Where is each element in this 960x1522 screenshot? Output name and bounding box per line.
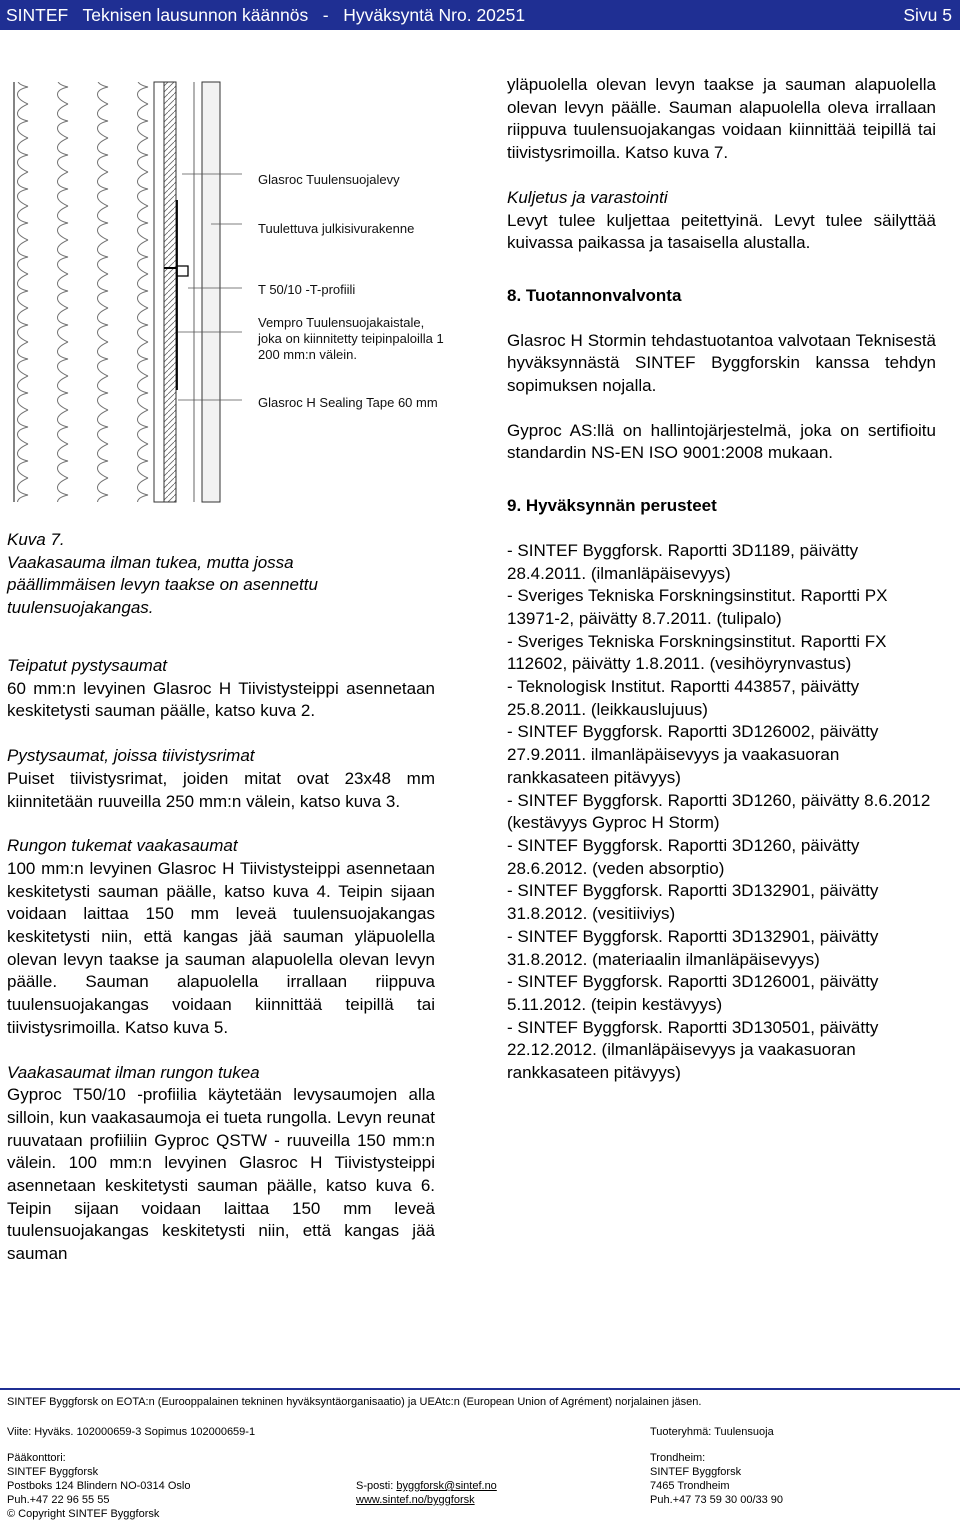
website-link[interactable]: www.sintef.no/byggforsk bbox=[356, 1494, 475, 1506]
footer-divider bbox=[0, 1388, 960, 1390]
figure-caption bbox=[7, 529, 407, 619]
section-text: Puiset tiivistysrimat, joiden mitat ovat 23x48 mm kiinnitetään ruuveilla 250 mm:n välein, katso kuva 3. bbox=[7, 768, 435, 811]
reference-item: - SINTEF Byggforsk. Raportti 3D130501, päivätty 22.12.2012. (ilmanläpäisevyys ja vaakasuoran rankkasateen pitävyys) bbox=[507, 1017, 879, 1083]
footer-reference: Viite: Hyväks. 102000659-3 Sopimus 102000659-1 bbox=[7, 1426, 256, 1438]
reference-item: - Sveriges Tekniska Forskningsinstitut. Raportti FX 112602, päivätty 1.8.2011. (vesihöyrynvastus) bbox=[507, 631, 887, 674]
reference-item: - SINTEF Byggforsk. Raportti 3D1260, päivätty 28.6.2012. (veden absorptio) bbox=[507, 835, 860, 878]
label-facade: Tuulettuva julkisivurakenne bbox=[258, 221, 415, 236]
hq-phone: Puh.+47 22 96 55 55 bbox=[7, 1494, 110, 1506]
email-line bbox=[356, 1480, 497, 1494]
reference-item: - SINTEF Byggforsk. Raportti 3D132901, päivätty 31.8.2012. (materiaalin ilmanläpäisevyys) bbox=[507, 926, 879, 969]
hq-address: Postboks 124 Blindern NO-0314 Oslo bbox=[7, 1480, 191, 1492]
email-link[interactable]: byggforsk@sintef.no bbox=[396, 1480, 497, 1492]
hq-name: SINTEF Byggforsk bbox=[7, 1466, 99, 1478]
caption-line-3: tuulensuojakangas. bbox=[7, 597, 154, 617]
section-title: Kuljetus ja varastointi bbox=[507, 187, 668, 207]
reference-item: - SINTEF Byggforsk. Raportti 3D132901, päivätty 31.8.2012. (vesitiiviys) bbox=[507, 881, 879, 924]
footer-eota: SINTEF Byggforsk on EOTA:n (Eurooppalainen tekninen hyväksyntäorganisaatio) ja UEAtc:n (European Union of Agrément) norjalainen jäsen. bbox=[7, 1396, 702, 1408]
label-vempro-3: 200 mm:n välein. bbox=[258, 347, 357, 362]
trondheim-title: Trondheim: bbox=[650, 1452, 706, 1464]
page-header bbox=[0, 0, 960, 30]
left-column bbox=[7, 655, 435, 1266]
reference-item: - Teknologisk Institut. Raportti 443857, päivätty 25.8.2011. (leikkauslujuus) bbox=[507, 677, 860, 719]
paragraph-8b: Gyproc AS:llä on hallintojärjestelmä, joka on sertifioitu standardin NS-EN ISO 9001:2008 mukaan. bbox=[507, 420, 936, 463]
section-title: Rungon tukemat vaakasaumat bbox=[7, 836, 238, 856]
figure-7 bbox=[6, 70, 496, 520]
section-title: Pystysaumat, joissa tiivistysrimat bbox=[7, 746, 255, 766]
caption-line-1: Vaakasauma ilman tukea, mutta jossa bbox=[7, 552, 294, 572]
trondheim-phone: Puh.+47 73 59 30 00/33 90 bbox=[650, 1494, 784, 1506]
heading-9: 9. Hyväksynnän perusteet bbox=[507, 496, 717, 516]
continued-text: yläpuolella olevan levyn taakse ja sauman alapuolella olevan levyn päälle. Sauman alapuolella oleva irrallaan riippuva tuulensuojakangas voidaan kiinnittää teipillä tai tiivistysrimoilla. Katso kuva 7. bbox=[507, 75, 936, 163]
reference-item: - SINTEF Byggforsk. Raportti 3D126002, päivätty 27.9.2011. ilmanläpäisevyys ja vaakasuoran rankkasateen pitävyys) bbox=[507, 722, 879, 787]
reference-item: - SINTEF Byggforsk. Raportti 3D1260, päivätty 8.6.2012 (kestävyys Gyproc H Storm) bbox=[507, 790, 931, 833]
section-text: 100 mm:n levyinen Glasroc H Tiivistysteippi asennetaan keskitetysti sauman päälle, katso kuva 4. Teipin sijaan voidaan laittaa 150 mm leveä tuulensuojakangas keskitetysti niin, että kangas jää sauman yläpuolella olevan levyn taakse ja sauman alapuolella olevan levyn päälle. Sauman alapuolella irrallaan riippuva tuulensuojakangas voidaan kiinnittää teipillä tai tiivistysrimoilla. Katso kuva 5. bbox=[7, 858, 435, 1037]
section-text: 60 mm:n levyinen Glasroc H Tiivistysteippi asennetaan keskitetysti sauman päälle, katso kuva 2. bbox=[7, 678, 435, 721]
reference-list bbox=[507, 540, 936, 1085]
section-text: Gyproc T50/10 -profiilia käytetään levysaumojen alla silloin, kun vaakasaumoja ei tueta rungolla. Levyn reunat ruuvataan profiiliin Gyproc QSTW - ruuveilla 150 mm:n välein. 100 mm:n levyinen Glasroc H Tiivistysteippi asennetaan keskitetysti sauman päälle, katso kuva 6. Teipin sijaan voidaan laittaa 150 mm leveä tuulensuojakangas keskitetysti niin, että kangas jää sauman bbox=[7, 1085, 435, 1264]
paragraph-8a: Glasroc H Stormin tehdastuotantoa valvotaan Teknisestä hyväksynnästä SINTEF Byggforskin kanssa tehdyn sopimuksen nojalla. bbox=[507, 330, 936, 396]
footer-product-group: Tuoteryhmä: Tuulensuoja bbox=[650, 1426, 774, 1438]
trondheim-name: SINTEF Byggforsk bbox=[650, 1466, 742, 1478]
section-text: Levyt tulee kuljettaa peitettyinä. Levyt tulee säilyttää kuivassa paikassa ja tasaisella alustalla. bbox=[507, 210, 936, 253]
label-tape: Glasroc H Sealing Tape 60 mm bbox=[258, 395, 438, 410]
reference-item: - SINTEF Byggforsk. Raportti 3D1189, päivätty 28.4.2011. (ilmanläpäisevyys) bbox=[507, 540, 859, 583]
copyright: © Copyright SINTEF Byggforsk bbox=[7, 1508, 160, 1520]
section-drawing bbox=[6, 70, 256, 520]
email-label: S-posti: bbox=[356, 1480, 397, 1492]
reference-item: - Sveriges Tekniska Forskningsinstitut. Raportti PX 13971-2, päivätty 8.7.2011. (tulipalo) bbox=[507, 586, 888, 628]
section-title: Vaakasaumat ilman rungon tukea bbox=[7, 1062, 260, 1082]
hq-title: Pääkonttori: bbox=[7, 1452, 66, 1464]
trondheim-address: 7465 Trondheim bbox=[650, 1480, 730, 1492]
label-t-profile: T 50/10 -T-profiili bbox=[258, 282, 356, 297]
right-column bbox=[507, 74, 936, 1085]
heading-8: 8. Tuotannonvalvonta bbox=[507, 285, 682, 305]
caption-number: Kuva 7. bbox=[7, 530, 65, 549]
section-title: Teipatut pystysaumat bbox=[7, 656, 168, 675]
label-board: Glasroc Tuulensuojalevy bbox=[258, 172, 400, 187]
label-vempro-1: Vempro Tuulensuojakaistale, bbox=[258, 315, 425, 330]
caption-line-2: päällimmäisen levyn taakse on asennettu bbox=[7, 575, 318, 594]
label-vempro-2: joka on kiinnitetty teipinpaloilla 1 bbox=[258, 331, 444, 346]
page-number: Sivu 5 bbox=[903, 5, 952, 25]
reference-item: - SINTEF Byggforsk. Raportti 3D126001, päivätty 5.11.2012. (teipin kestävyys) bbox=[507, 972, 879, 1014]
header-title: SINTEF Teknisen lausunnon käännös - Hyväksyntä Nro. 20251 bbox=[6, 5, 526, 25]
